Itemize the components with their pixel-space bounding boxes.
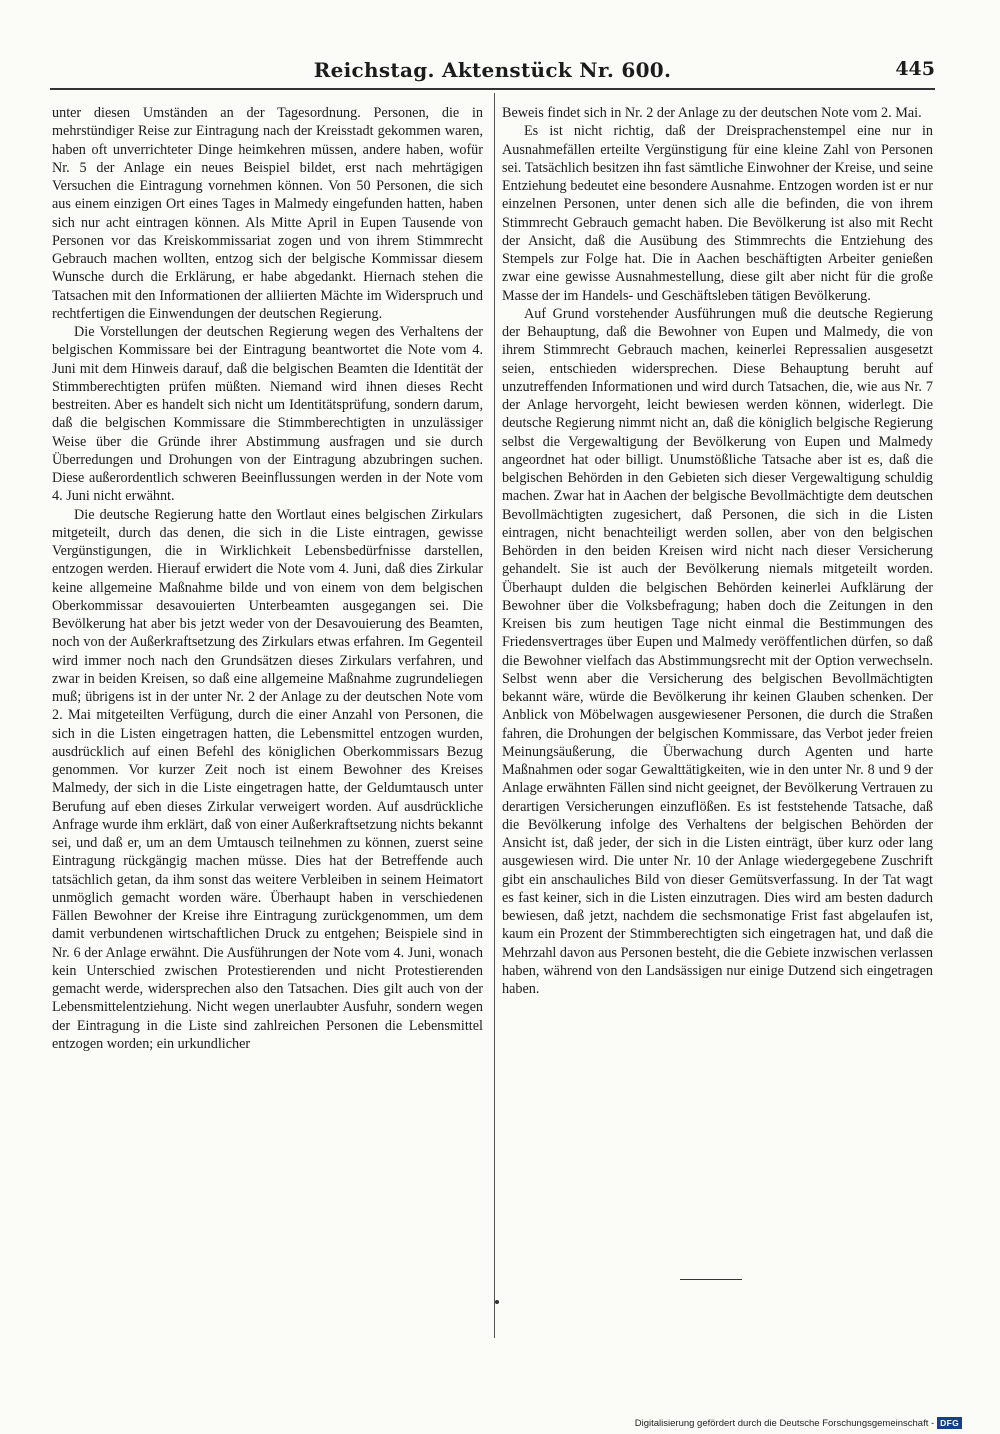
left-column: [52, 104, 483, 1053]
right-column: [502, 104, 933, 998]
column-divider: [494, 93, 495, 1338]
paragraph: Es ist nicht richtig, daß der Dreisprachenstempel eine nur in Ausnahmefällen erteilte Vergünstigung für eine kleine Zahl von Personen sei. Tatsächlich besitzen ihn fast sämtliche Einwohner der Kreise, und seine Entziehung bedeutet eine besondere Ausnahme. Entzogen worden ist er nur einzelnen Personen, unter denen sich alle die befinden, die von ihrem Stimmrecht Gebrauch gemacht haben. Die Bevölkerung ist also mit Recht der Ansicht, daß die Ausübung des Stimmrechts die Entziehung des Stempels zur Folge hat. Die in Aachen beschäftigten Arbeiter genießen zwar eine gewisse Ausnahmestellung, diese gilt aber nicht für die große Masse der im Handels- und Geschäftsleben tätigen Bevölkerung.: [502, 123, 933, 304]
paragraph: unter diesen Umständen an der Tagesordnung. Personen, die in mehrstündiger Reise zur Eintragung nach der Kreisstadt gekommen waren, haben oft unverrichteter Dinge heimkehren müssen, andere haben, wofür Nr. 5 der Anlage ein neues Beispiel bildet, erst nach mehrtägigen Versuchen die Eintragung vornehmen können. Von 50 Personen, die sich aus einem einzigen Ort eines Tages in Malmedy eingefunden hatten, haben sich nur acht eintragen können. Als Mitte April in Eupen Tausende von Personen vor das Kreiskommissariat zogen und von ihrem Stimmrecht Gebrauch machen wollten, entzog sich der belgische Kommissar diesem Wunsche durch die Erklärung, er habe abgedankt. Hiernach stehen die Tatsachen mit den Informationen der alliierten Mächte im Widerspruch und rechtfertigen die Einwendungen der deutschen Regierung.: [52, 105, 483, 322]
paragraph: Beweis findet sich in Nr. 2 der Anlage zu der deutschen Note vom 2. Mai.: [502, 105, 922, 121]
ink-dot: [495, 1300, 499, 1304]
page-number: 445: [895, 58, 935, 80]
dfg-logo-icon: DFG: [937, 1417, 962, 1429]
paragraph: Die deutsche Regierung hatte den Wortlaut eines belgischen Zirkulars mitgeteilt, durch das denen, die sich in die Liste eintragen, gewisse Vergünstigungen, die in Wirklichkeit Lebensbedürfnisse darstellen, entzogen werden. Hierauf erwidert die Note vom 4. Juni, daß dies Zirkular keine allgemeine Maßnahme bilde und von einem von dem belgischen Oberkommissar desavouierten Unterbeamten ausgegangen sei. Die Bevölkerung hat aber bis jetzt weder von der Desavouierung des Beamten, noch von der Außerkraftsetzung des Zirkulars etwas erfahren. Im Gegenteil wird immer noch nach den Grundsätzen dieses Zirkulars verfahren, und zwar in beiden Kreisen, so daß eine allgemeine Maßnahme zugrundeliegen muß; übrigens ist in der unter Nr. 2 der Anlage zu der deutschen Note vom 2. Mai mitgeteilten Verfügung, durch die einer Anzahl von Personen, die sich in die Listen eingetragen hatten, die Lebensmittel entzogen wurden, ausdrücklich auf einen Befehl des königlichen Oberkommissars Bezug genommen. Vor kurzer Zeit noch ist einem Bewohner des Kreises Malmedy, der sich in die Liste eingetragen hatte, der Geldumtausch unter Berufung auf eben dieses Zirkular verweigert worden. Auf ausdrückliche Anfrage wurde ihm erklärt, daß von einer Außerkraftsetzung nichts bekannt sei, und daß er, um an dem Umtausch teilnehmen zu können, zuerst seine Eintragung rückgängig machen müsse. Dies hat der Betreffende auch tatsächlich getan, da ihm sonst das weitere Verbleiben in seinem Heimatort unmöglich gemacht worden wäre. Überhaupt haben in verschiedenen Fällen Bewohner der Kreise ihre Eintragung zurückgenommen, um dem damit verbundenen wirtschaftlichen Druck zu entgehen; Beispiele sind in Nr. 6 der Anlage erwähnt. Die Ausführungen der Note vom 4. Juni, wonach kein Unterschied zwischen Protestierenden und nicht Protestierenden gemacht werde, widersprechen also den Tatsachen. Dies gilt auch von der Lebensmittelentziehung. Nicht wegen unerlaubter Ausfuhr, sondern wegen der Eintragung in die Liste sind zahlreichen Personen die Lebensmittel entzogen worden; ein urkundlicher: [52, 506, 483, 1052]
end-rule: [680, 1279, 742, 1280]
footer-text: Digitalisierung gefördert durch die Deutsche Forschungsgemeinschaft -: [634, 1417, 935, 1429]
paragraph: Auf Grund vorstehender Ausführungen muß die deutsche Regierung der Behauptung, daß die Bewohner von Eupen und Malmedy, die von ihrem Stimmrecht Gebrauch machen, keinerlei Repressalien ausgesetzt seien, entschieden widersprechen. Diese Behauptung beruht auf unzutreffenden Informationen und wird durch Tatsachen, die, wie aus Nr. 7 der Anlage hervorgeht, leicht bewiesen werden können, widerlegt. Die deutsche Regierung nimmt nicht an, daß die königlich belgische Regierung selbst die Vergewaltigung der Bevölkerung von Eupen und Malmedy angeordnet hat oder billigt. Unumstößliche Tatsache aber ist es, daß die belgischen Behörden in den Gebieten sich dieser Vergewaltigung schuldig machen. Zwar hat in Aachen der belgische Bevollmächtigte dem deutschen Bevollmächtigten zugesichert, daß Personen, die sich in die Listen eintragen, nicht benachteiligt werden sollen, aber von den belgischen Behörden in den beiden Kreisen wird nicht nach dieser Versicherung gehandelt. Sie ist auch der Bevölkerung niemals mitgeteilt worden. Überhaupt dulden die belgischen Behörden keinerlei Aufklärung der Bewohner über die Volksbefragung; haben doch die Zeitungen in den Kreisen bis zum heutigen Tage nicht einmal die Bestimmungen des Friedensvertrages über Eupen und Malmedy veröffentlichen dürfen, so daß die Bewohner vielfach das Abstimmungsrecht mit der Option verwechseln. Selbst wenn aber die Versicherung des belgischen Bevollmächtigten bekannt wäre, würde die Bevölkerung ihr keinen Glauben schenken. Der Anblick von Möbelwagen ausgewiesener Personen, die durch die Straßen fahren, die Drohungen der belgischen Kommissare, das Verbot jeder freien Meinungsäußerung, die Überwachung durch Agenten und harte Maßnahmen oder sogar Gewalttätigkeiten, wie in den unter Nr. 8 und 9 der Anlage erwähnten Fällen sind nicht geeignet, der Bevölkerung Vertrauen zu derartigen Versicherungen einzuflößen. Es ist feststehende Tatsache, daß die Bevölkerung infolge des Verhaltens der belgischen Behörden der Ansicht ist, daß jeder, der sich in die Listen einträgt, über kurz oder lang ausgewiesen wird. Die unter Nr. 10 der Anlage wiedergegebene Zuschrift gibt ein anschauliches Bild von dieser Gemütsverfassung. In der Tat wagt es fast keiner, sich in die Listen einzutragen. Dies wird am besten dadurch bewiesen, daß jetzt, nachdem die sechsmonatige Frist fast abgelaufen ist, kaum ein Prozent der Stimmberechtigten sich eingetragen hat, und daß die Mehrzahl davon aus Personen besteht, die die Gebiete inzwischen verlassen haben, während von den Landsässigen nur einige Dutzend sich eingetragen haben.: [502, 305, 934, 997]
running-title: Reichstag. Aktenstück Nr. 600.: [313, 58, 672, 82]
header-rule: [50, 88, 935, 90]
paragraph: Die Vorstellungen der deutschen Regierung wegen des Verhaltens der belgischen Kommissare bei der Eintragung beantwortet die Note vom 4. Juni mit dem Hinweis darauf, daß die belgischen Beamten die Identität der Stimmberechtigten prüfen müßten. Niemand wird ihnen dieses Recht bestreiten. Aber es handelt sich nicht um Identitätsprüfung, sondern darum, daß die belgischen Kommissare die Stimmberechtigten in unzulässiger Weise über die Gründe ihrer Abstimmung ausfragen und sie durch Überredungen und Drohungen von der Eintragung abzubringen suchen. Diese außerordentlich schweren Beeinflussungen werden in der Note vom 4. Juni nicht erwähnt.: [52, 324, 483, 505]
page-header: [50, 58, 935, 86]
footer-credit: [635, 1416, 962, 1430]
